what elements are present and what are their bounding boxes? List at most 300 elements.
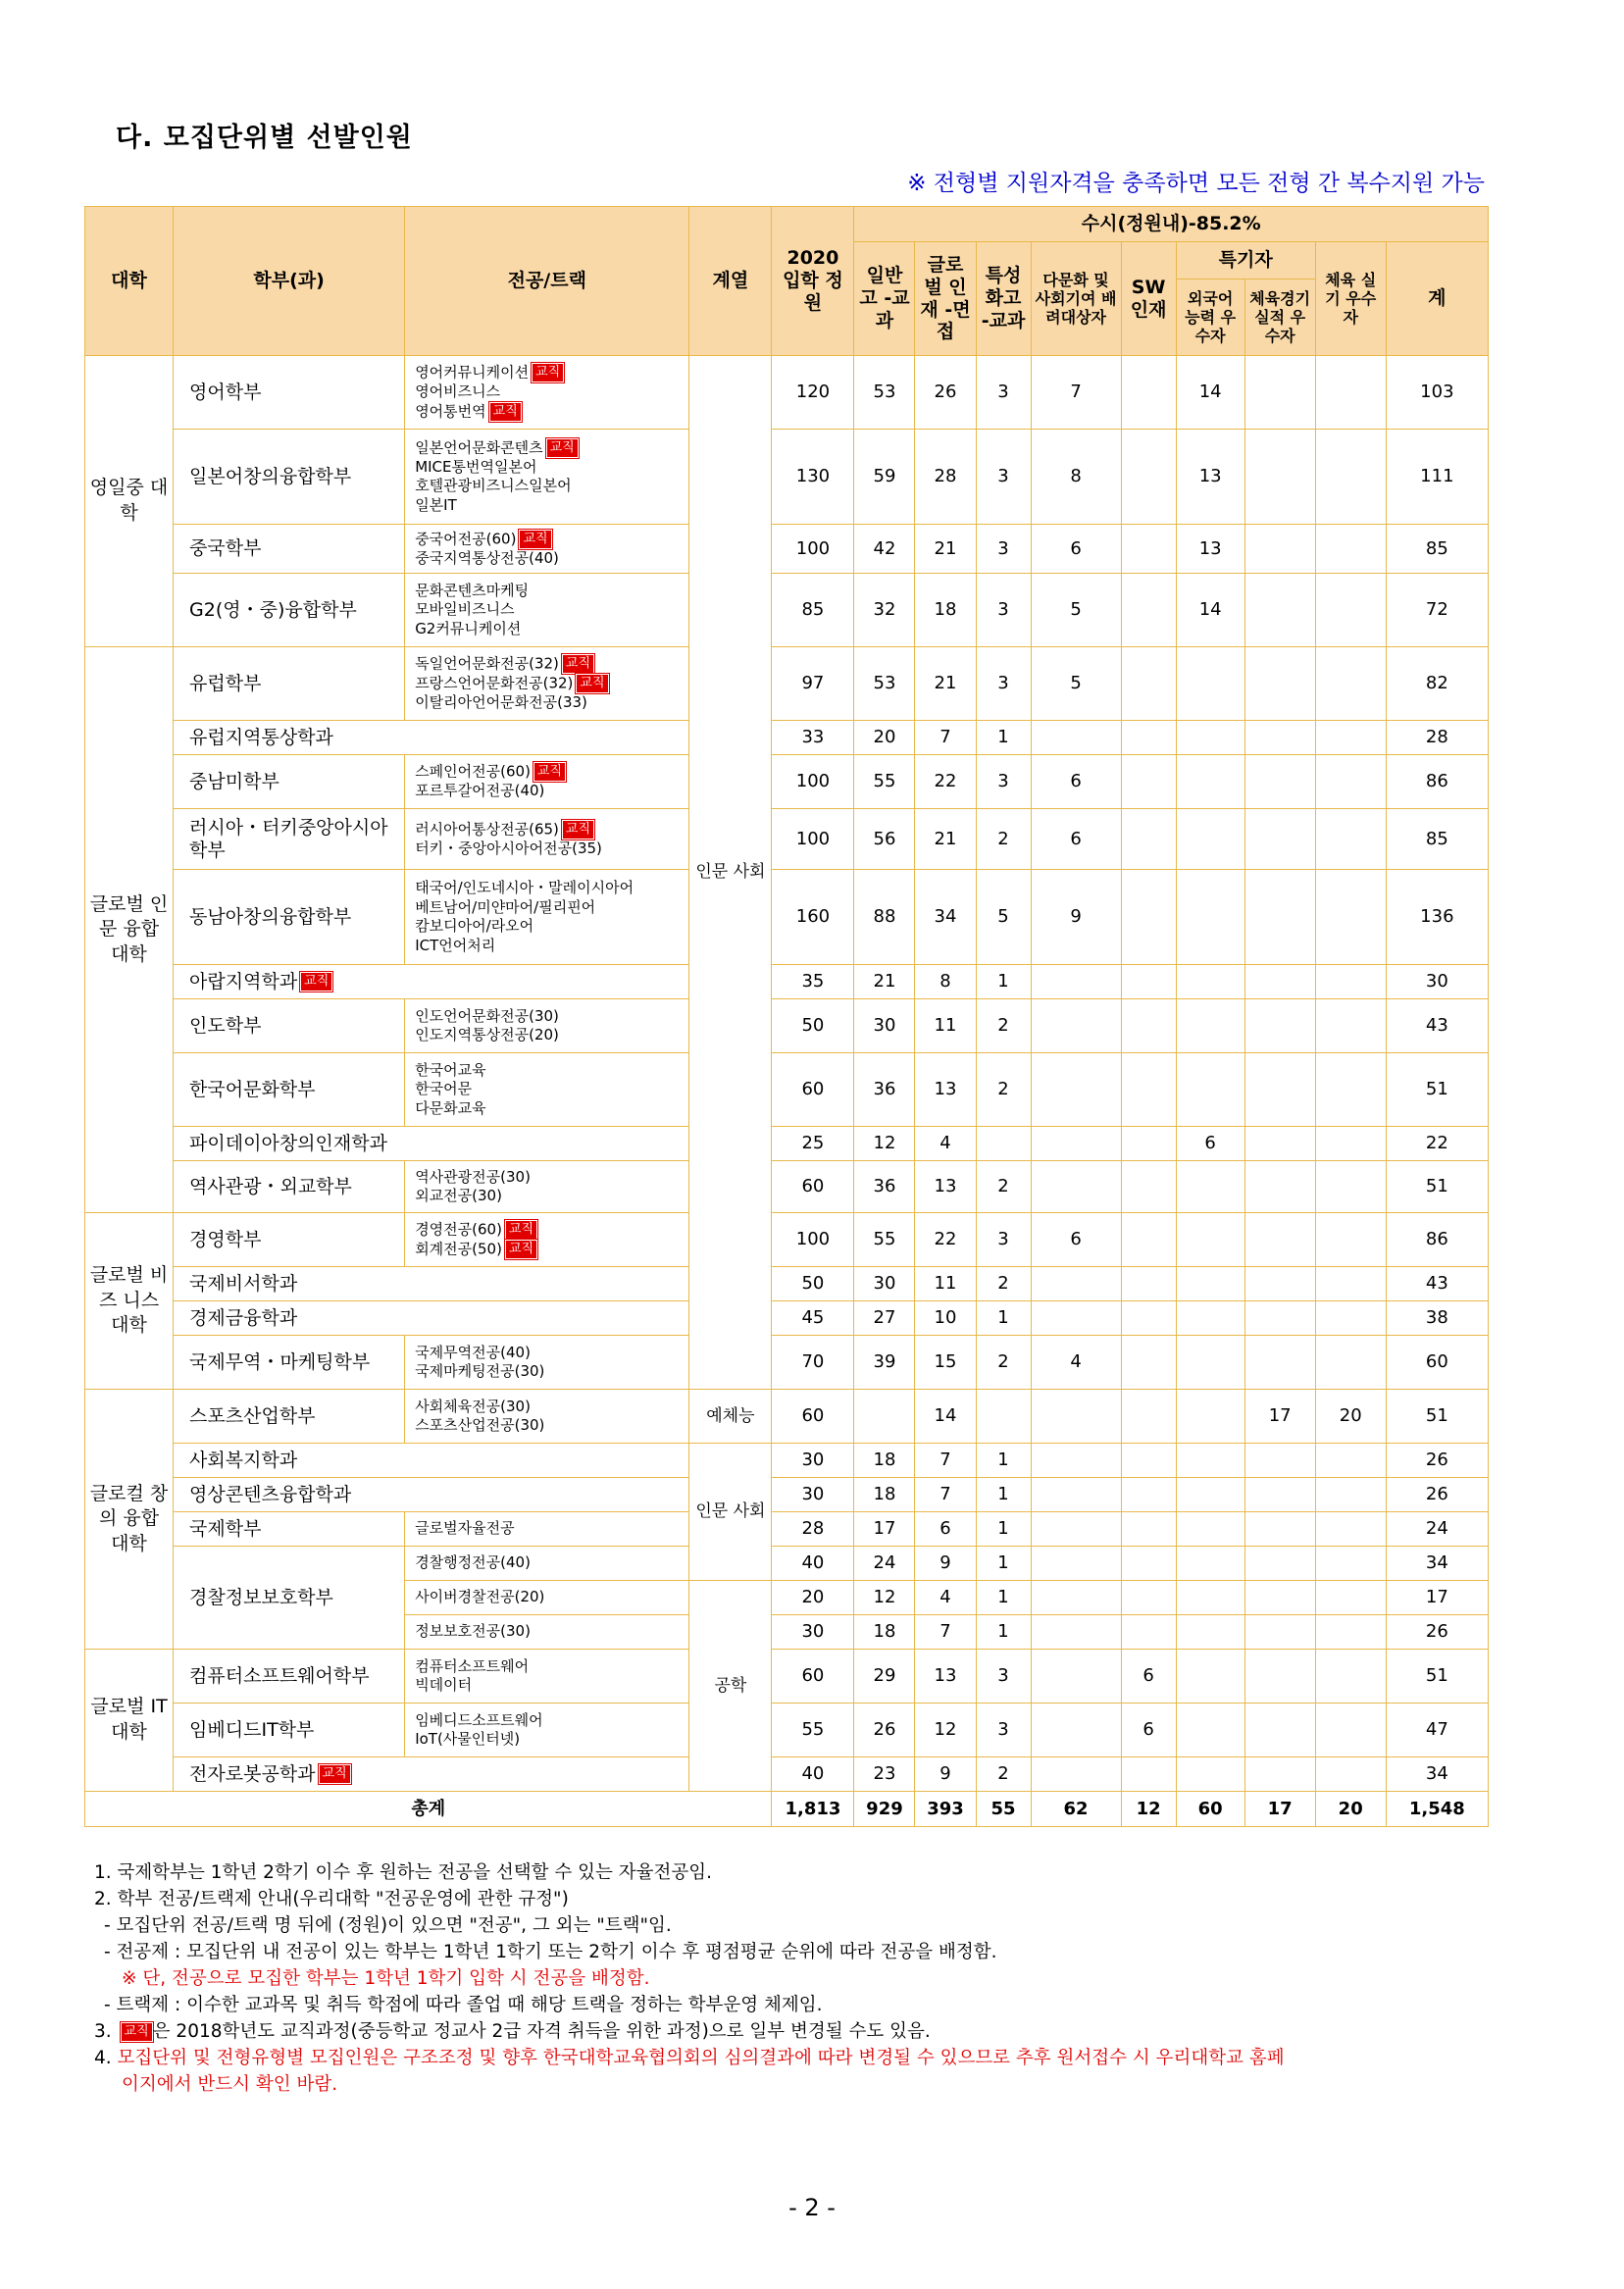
quota-value [1315, 870, 1386, 965]
quota-value [1031, 1301, 1121, 1336]
page-number: - 2 - [788, 2194, 836, 2221]
quota-value: 111 [1386, 430, 1488, 525]
quota-value: 26 [854, 1704, 915, 1757]
total-value: 17 [1244, 1792, 1315, 1827]
teaching-badge: 교직 [562, 654, 594, 674]
table-row [85, 1336, 1489, 1390]
total-value: 60 [1176, 1792, 1244, 1827]
quota-value [1244, 809, 1315, 870]
quota-value: 51 [1386, 1053, 1488, 1127]
quota-value [1244, 1757, 1315, 1792]
quota-value: 38 [1386, 1301, 1488, 1336]
page-title: 다. 모집단위별 선발인원 [116, 123, 413, 153]
quota-value [1031, 1444, 1121, 1478]
track-name: 인도언어문화전공(30) [415, 1006, 559, 1025]
quota-value: 30 [772, 1478, 854, 1512]
track-name: 태국어/인도네시아・말레이시아어 [415, 879, 634, 896]
track-line [415, 1344, 685, 1363]
note-3-text: 은 2018학년도 교직과정(중등학교 정교사 2급 자격 취득을 위한 과정)으로 일부 변경될 수도 있음. [152, 2021, 931, 2042]
track-cell [405, 430, 689, 525]
track-line [415, 1099, 685, 1119]
track-line [415, 762, 685, 782]
quota-value: 55 [854, 1213, 915, 1267]
quota-value: 30 [854, 999, 915, 1053]
quota-value [1121, 965, 1176, 999]
quota-value: 24 [1386, 1512, 1488, 1547]
quota-value [1031, 1478, 1121, 1512]
quota-value: 34 [1386, 1757, 1488, 1792]
table-row [85, 356, 1489, 430]
quota-value: 28 [915, 430, 976, 525]
quota-value: 22 [1386, 1127, 1488, 1161]
track-name: 경찰행정전공(40) [415, 1553, 531, 1572]
track-cell [405, 1512, 689, 1547]
table-row [85, 1547, 1489, 1581]
quota-value: 3 [976, 1704, 1031, 1757]
header-department: 학부(과) [174, 207, 405, 356]
quota-value [1176, 1301, 1244, 1336]
quota-value: 20 [772, 1581, 854, 1615]
quota-value: 30 [772, 1444, 854, 1478]
department-cell [174, 430, 405, 525]
track-line [415, 674, 685, 693]
track-cell [405, 1704, 689, 1757]
quota-value: 50 [772, 1267, 854, 1301]
header-multicultural: 다문화 및 사회기여 배려대상자 [1031, 242, 1121, 356]
track-name: 프랑스언어문화전공(32) [415, 674, 574, 692]
quota-value: 2 [976, 809, 1031, 870]
header-quota: 2020 입학 정원 [772, 207, 854, 356]
track-line [415, 1061, 685, 1081]
quota-value: 12 [915, 1704, 976, 1757]
quota-value [1244, 999, 1315, 1053]
track-line [415, 1007, 685, 1027]
department-name: 영상콘텐츠융합학과 [189, 1483, 352, 1505]
quota-value [1315, 1650, 1386, 1704]
department-cell [174, 1512, 405, 1547]
note-3 [94, 2018, 1506, 2045]
track-name: 정보보호전공(30) [415, 1622, 531, 1641]
quota-value: 18 [854, 1478, 915, 1512]
note-4-number: 4. [94, 2048, 112, 2068]
quota-value [1315, 1444, 1386, 1478]
header-susi: 수시(정원내)-85.2% [854, 207, 1489, 242]
track-line [415, 582, 685, 601]
department-cell [174, 1390, 405, 1444]
department-cell [174, 1213, 405, 1267]
quota-value: 5 [976, 870, 1031, 965]
department-name: 파이데이아창의인재학과 [189, 1132, 387, 1154]
quota-value: 70 [772, 1336, 854, 1390]
track-name: 한국어문 [415, 1080, 473, 1098]
track-line [415, 1220, 685, 1240]
quota-value: 1 [976, 1581, 1031, 1615]
quota-value [976, 1127, 1031, 1161]
quota-value [1031, 1127, 1121, 1161]
quota-value: 10 [915, 1301, 976, 1336]
track-cell [405, 870, 689, 965]
track-cell [405, 809, 689, 870]
teaching-badge: 교직 [562, 820, 594, 839]
quota-value [1121, 430, 1176, 525]
quota-value [1121, 1127, 1176, 1161]
quota-value [1031, 965, 1121, 999]
quota-value: 4 [1031, 1336, 1121, 1390]
quota-value [1315, 1336, 1386, 1390]
track-line [415, 438, 685, 458]
department-name: 역사관광・외교학부 [189, 1175, 352, 1197]
series-cell: 인문 사회 [689, 356, 772, 1390]
quota-value [1176, 1757, 1244, 1792]
track-line [415, 1398, 685, 1417]
quota-value: 26 [1386, 1444, 1488, 1478]
department-name: 국제학부 [189, 1517, 262, 1540]
college-cell: 글로컬 창의 융합 대학 [85, 1390, 174, 1650]
quota-value: 43 [1386, 1267, 1488, 1301]
track-name: MICE통번역일본어 [415, 457, 537, 476]
table-row [85, 965, 1489, 999]
quota-value: 21 [854, 965, 915, 999]
quota-value [1121, 1213, 1176, 1267]
quota-value [1315, 965, 1386, 999]
track-name: 호텔관광비즈니스일본어 [415, 477, 572, 495]
track-name: 글로벌자율전공 [415, 1519, 515, 1538]
quota-value [1031, 1581, 1121, 1615]
total-label: 총계 [85, 1792, 772, 1827]
total-value: 62 [1031, 1792, 1121, 1827]
quota-value: 17 [854, 1512, 915, 1547]
quota-value [1315, 1704, 1386, 1757]
quota-value: 3 [976, 1213, 1031, 1267]
department-name: 동남아창의융합학부 [189, 905, 352, 928]
department-cell [174, 809, 405, 870]
department-name: 임베디드IT학부 [189, 1718, 315, 1741]
table-row [85, 1444, 1489, 1478]
quota-value [1244, 965, 1315, 999]
table-row [85, 1757, 1489, 1792]
quota-value [1244, 1267, 1315, 1301]
track-line [415, 477, 685, 496]
quota-value: 100 [772, 1213, 854, 1267]
quota-value [1176, 1704, 1244, 1757]
quota-value [1244, 1213, 1315, 1267]
department-cell [174, 870, 405, 965]
quota-value: 36 [854, 1053, 915, 1127]
quota-value: 55 [772, 1704, 854, 1757]
quota-value: 60 [772, 1390, 854, 1444]
total-value: 20 [1315, 1792, 1386, 1827]
track-name: 일본언어문화콘텐츠 [415, 438, 543, 457]
department-cell [174, 1547, 405, 1650]
quota-value: 13 [915, 1161, 976, 1213]
track-line [415, 1080, 685, 1099]
department-name: 유럽지역통상학과 [189, 726, 333, 748]
department-cell [174, 1650, 405, 1704]
track-cell [405, 356, 689, 430]
quota-value: 34 [915, 870, 976, 965]
quota-value: 60 [772, 1053, 854, 1127]
quota-value [1315, 574, 1386, 647]
table-row [85, 1161, 1489, 1213]
quota-value: 56 [854, 809, 915, 870]
quota-value: 43 [1386, 999, 1488, 1053]
quota-value: 6 [1031, 525, 1121, 574]
track-line [415, 363, 685, 382]
department-cell [174, 1478, 689, 1512]
quota-value: 14 [915, 1390, 976, 1444]
track-line [415, 1553, 685, 1573]
header-total: 계 [1386, 242, 1488, 356]
quota-value [1176, 809, 1244, 870]
table-body [85, 356, 1489, 1827]
track-line [415, 1168, 685, 1188]
quota-value [1031, 1053, 1121, 1127]
header-series: 계열 [689, 207, 772, 356]
department-name: 한국어문화학부 [189, 1078, 316, 1100]
department-name: 경찰정보보호학부 [189, 1586, 333, 1608]
track-name: 터키・중앙아시아어전공(35) [415, 839, 602, 857]
department-name: 유럽학부 [189, 672, 262, 694]
quota-value: 5 [1031, 574, 1121, 647]
quota-value [976, 1390, 1031, 1444]
quota-value [1176, 1336, 1244, 1390]
track-line [415, 1711, 685, 1731]
quota-value [1176, 1444, 1244, 1478]
quota-value: 40 [772, 1547, 854, 1581]
table-row [85, 574, 1489, 647]
note-1: 1. 국제학부는 1학년 2학기 이수 후 원하는 전공을 선택할 수 있는 자율전공임. [94, 1862, 713, 1883]
quota-value: 36 [854, 1161, 915, 1213]
track-line [415, 879, 685, 898]
quota-value [1176, 965, 1244, 999]
table-row [85, 1512, 1489, 1547]
quota-value [1176, 1478, 1244, 1512]
quota-value: 136 [1386, 870, 1488, 965]
quota-value: 82 [1386, 647, 1488, 721]
quota-value: 1 [976, 1615, 1031, 1650]
track-name: 영어커뮤니케이션 [415, 363, 530, 382]
quota-value: 6 [1031, 809, 1121, 870]
quota-value: 1 [976, 1547, 1031, 1581]
quota-value: 6 [1031, 755, 1121, 809]
series-cell: 공학 [689, 1581, 772, 1792]
quota-value [1031, 1512, 1121, 1547]
quota-value: 160 [772, 870, 854, 965]
track-cell [405, 1390, 689, 1444]
track-name: 빅데이터 [415, 1676, 473, 1694]
quota-value: 3 [976, 356, 1031, 430]
quota-value: 100 [772, 525, 854, 574]
quota-value [1315, 525, 1386, 574]
track-name: 러시아어통상전공(65) [415, 820, 559, 839]
quota-value: 24 [854, 1547, 915, 1581]
department-name: 컴퓨터소프트웨어학부 [189, 1664, 370, 1687]
quota-value [1176, 870, 1244, 965]
department-cell [174, 721, 689, 755]
note-2b: - 전공제 : 모집단위 내 전공이 있는 학부는 1학년 1학기 또는 2학기 이수 후 평점평균 순위에 따라 전공을 배정함. [104, 1942, 997, 1962]
quota-value [1121, 1267, 1176, 1301]
track-line [415, 1026, 685, 1045]
quota-value: 72 [1386, 574, 1488, 647]
quota-value [1244, 647, 1315, 721]
note-4 [94, 2045, 1506, 2071]
track-cell [405, 1053, 689, 1127]
table-row [85, 1301, 1489, 1336]
quota-value: 30 [854, 1267, 915, 1301]
quota-value [1244, 1336, 1315, 1390]
quota-value: 7 [1031, 356, 1121, 430]
quota-value: 55 [854, 755, 915, 809]
track-name: G2커뮤니케이션 [415, 619, 522, 637]
track-name: IoT(사물인터넷) [415, 1730, 521, 1748]
department-cell [174, 1301, 689, 1336]
quota-value: 1 [976, 1444, 1031, 1478]
track-line [415, 1657, 685, 1677]
track-line [415, 1187, 685, 1206]
table-header [85, 207, 1489, 356]
track-name: 영어통번역 [415, 402, 486, 421]
quota-value [1121, 1757, 1176, 1792]
track-cell [405, 525, 689, 574]
track-line [415, 600, 685, 620]
quota-value: 7 [915, 721, 976, 755]
quota-value: 60 [772, 1650, 854, 1704]
quota-value [1244, 1512, 1315, 1547]
college-cell: 글로벌 IT 대학 [85, 1650, 174, 1792]
quota-value [1244, 574, 1315, 647]
quota-value [1244, 1581, 1315, 1615]
quota-value [1121, 1478, 1176, 1512]
total-value: 393 [915, 1792, 976, 1827]
quota-value: 2 [976, 999, 1031, 1053]
header-general: 일반고 -교과 [854, 242, 915, 356]
track-name: 포르투갈어전공(40) [415, 782, 545, 800]
quota-value [1121, 1512, 1176, 1547]
quota-value [1121, 1390, 1176, 1444]
quota-value: 6 [1176, 1127, 1244, 1161]
quota-value: 1 [976, 721, 1031, 755]
header-special-talent: 특기자 [1176, 242, 1315, 280]
quota-value: 1 [976, 1301, 1031, 1336]
quota-value: 3 [976, 755, 1031, 809]
quota-value [1176, 1213, 1244, 1267]
quota-value: 5 [1031, 647, 1121, 721]
quota-value: 1 [976, 965, 1031, 999]
department-cell [174, 1053, 405, 1127]
quota-value: 25 [772, 1127, 854, 1161]
department-name: 인도학부 [189, 1014, 262, 1037]
track-line [415, 898, 685, 918]
track-line [415, 839, 685, 859]
track-name: 일본IT [415, 495, 457, 514]
track-cell [405, 1650, 689, 1704]
quota-value: 53 [854, 356, 915, 430]
quota-value: 100 [772, 809, 854, 870]
quota-value: 28 [772, 1512, 854, 1547]
department-cell [174, 1704, 405, 1757]
header-special-hs: 특성 화고 -교과 [976, 242, 1031, 356]
quota-value: 30 [1386, 965, 1488, 999]
note-2a: - 모집단위 전공/트랙 명 뒤에 (정원)이 있으면 "전공", 그 외는 "트랙"임. [104, 1915, 672, 1936]
track-cell [405, 574, 689, 647]
quota-value [1315, 755, 1386, 809]
track-cell [405, 1161, 689, 1213]
quota-value [1244, 755, 1315, 809]
department-cell [174, 999, 405, 1053]
quota-value: 120 [772, 356, 854, 430]
header-sports-skill: 체육 실기 우수자 [1315, 242, 1386, 356]
quota-value: 45 [772, 1301, 854, 1336]
quota-value [1315, 1301, 1386, 1336]
quota-value [1315, 1053, 1386, 1127]
quota-value [1244, 1161, 1315, 1213]
track-name: 독일언어문화전공(32) [415, 654, 559, 673]
track-name: 경영전공(60) [415, 1220, 502, 1239]
department-name: 국제비서학과 [189, 1272, 298, 1295]
quota-value [1244, 1650, 1315, 1704]
track-name: 임베디드소프트웨어 [415, 1710, 543, 1729]
track-name: 모바일비즈니스 [415, 600, 515, 619]
note-2c: ※ 단, 전공으로 모집한 학부는 1학년 1학기 입학 시 전공을 배정함. [122, 1968, 650, 1989]
quota-value [1121, 647, 1176, 721]
quota-value: 51 [1386, 1390, 1488, 1444]
quota-value: 40 [772, 1757, 854, 1792]
quota-value: 29 [854, 1650, 915, 1704]
note-2: 2. 학부 전공/트랙제 안내(우리대학 "전공운영에 관한 규정") [94, 1889, 569, 1909]
note-2d: - 트랙제 : 이수한 교과목 및 취득 학점에 따라 졸업 때 해당 트랙을 정하는 학부운영 체제임. [104, 1995, 823, 2015]
quota-value: 42 [854, 525, 915, 574]
quota-value: 17 [1244, 1390, 1315, 1444]
track-cell [405, 647, 689, 721]
quota-value: 27 [854, 1301, 915, 1336]
quota-value [854, 1390, 915, 1444]
quota-value [1031, 1390, 1121, 1444]
total-value: 55 [976, 1792, 1031, 1827]
track-cell [405, 755, 689, 809]
quota-value: 26 [1386, 1478, 1488, 1512]
track-line [415, 1622, 685, 1642]
quota-value: 32 [854, 574, 915, 647]
quota-value: 8 [915, 965, 976, 999]
track-name: 국제마케팅전공(30) [415, 1362, 545, 1380]
quota-value [1315, 1547, 1386, 1581]
table-row [85, 647, 1489, 721]
teaching-badge: 교직 [505, 1240, 537, 1259]
quota-value [1315, 647, 1386, 721]
quota-value: 9 [1031, 870, 1121, 965]
quota-value [1121, 1615, 1176, 1650]
department-cell [174, 965, 689, 999]
track-line [415, 1416, 685, 1436]
quota-value: 51 [1386, 1161, 1488, 1213]
quota-value [1121, 1444, 1176, 1478]
quota-value: 30 [772, 1615, 854, 1650]
quota-value [1315, 1127, 1386, 1161]
quota-value [1315, 1581, 1386, 1615]
quota-value [1244, 1478, 1315, 1512]
track-name: 중국어전공(60) [415, 530, 517, 548]
department-name: 러시아・터키중앙아시아학부 [189, 816, 388, 861]
college-cell: 글로벌 인문 융합 대학 [85, 647, 174, 1213]
track-name: 다문화교육 [415, 1098, 486, 1117]
quota-value: 51 [1386, 1650, 1488, 1704]
header-sw: SW 인재 [1121, 242, 1176, 356]
teaching-badge: 교직 [319, 1764, 351, 1784]
teaching-badge: 교직 [505, 1220, 537, 1240]
track-name: ICT언어처리 [415, 936, 496, 954]
quota-value [1315, 809, 1386, 870]
quota-value [1315, 1213, 1386, 1267]
